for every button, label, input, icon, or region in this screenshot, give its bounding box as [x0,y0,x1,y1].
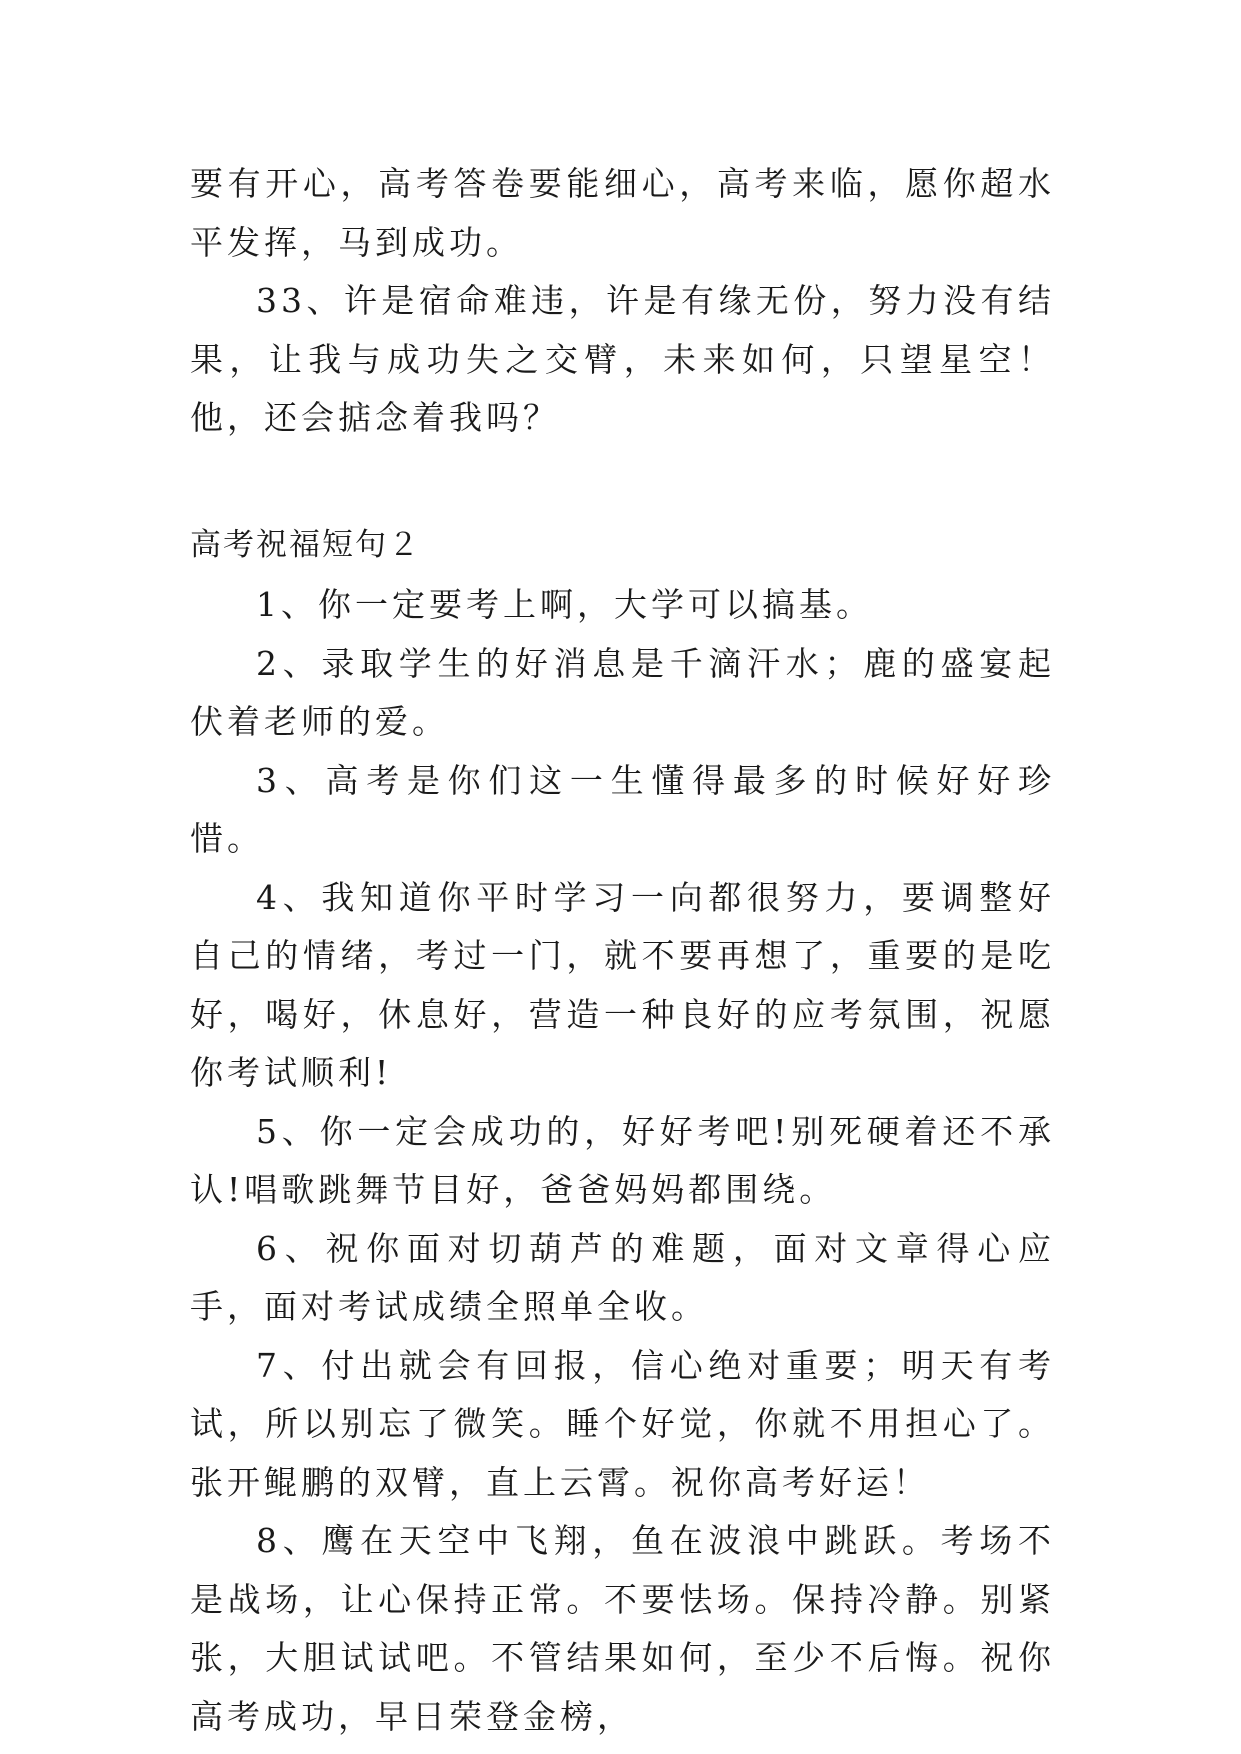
paragraph-item-33: 33、许是宿命难违，许是有缘无份，努力没有结果，让我与成功失之交臂，未来如何，只望星空！他，还会掂念着我吗？ [190,281,1055,437]
paragraph-item-5: 5、你一定会成功的，好好考吧!别死硬着还不承认!唱歌跳舞节目好，爸爸妈妈都围绕。 [190,1111,1055,1209]
paragraph-item-3: 3、高考是你们这一生懂得最多的时候好好珍惜。 [190,760,1055,858]
paragraph-item-1: 1、你一定要考上啊，大学可以搞基。 [256,585,873,624]
paragraph-item-2: 2、录取学生的好消息是千滴汗水；鹿的盛宴起伏着老师的爱。 [190,643,1055,741]
paragraph-item-4: 4、我知道你平时学习一向都很努力，要调整好自己的情绪，考过一门，就不要再想了，重要的是吃好，喝好，休息好，营造一种良好的应考氛围，祝愿你考试顺利! [190,877,1055,1092]
paragraph-continuation: 要有开心，高考答卷要能细心，高考来临，愿你超水平发挥，马到成功。 [190,164,1055,262]
section-heading: 高考祝福短句２ [190,526,421,563]
paragraph-item-6: 6、祝你面对切葫芦的难题，面对文章得心应手，面对考试成绩全照单全收。 [190,1228,1055,1326]
paragraph-item-7: 7、付出就会有回报，信心绝对重要；明天有考试，所以别忘了微笑。睡个好觉，你就不用担心了。张开鲲鹏的双臂，直上云霄。祝你高考好运！ [190,1345,1055,1502]
paragraph-item-8: 8、鹰在天空中飞翔，鱼在波浪中跳跃。考场不是战场，让心保持正常。不要怯场。保持冷静。别紧张，大胆试试吧。不管结果如何，至少不后悔。祝你高考成功，早日荣登金榜， [190,1521,1055,1736]
document-page [190,155,1055,1746]
